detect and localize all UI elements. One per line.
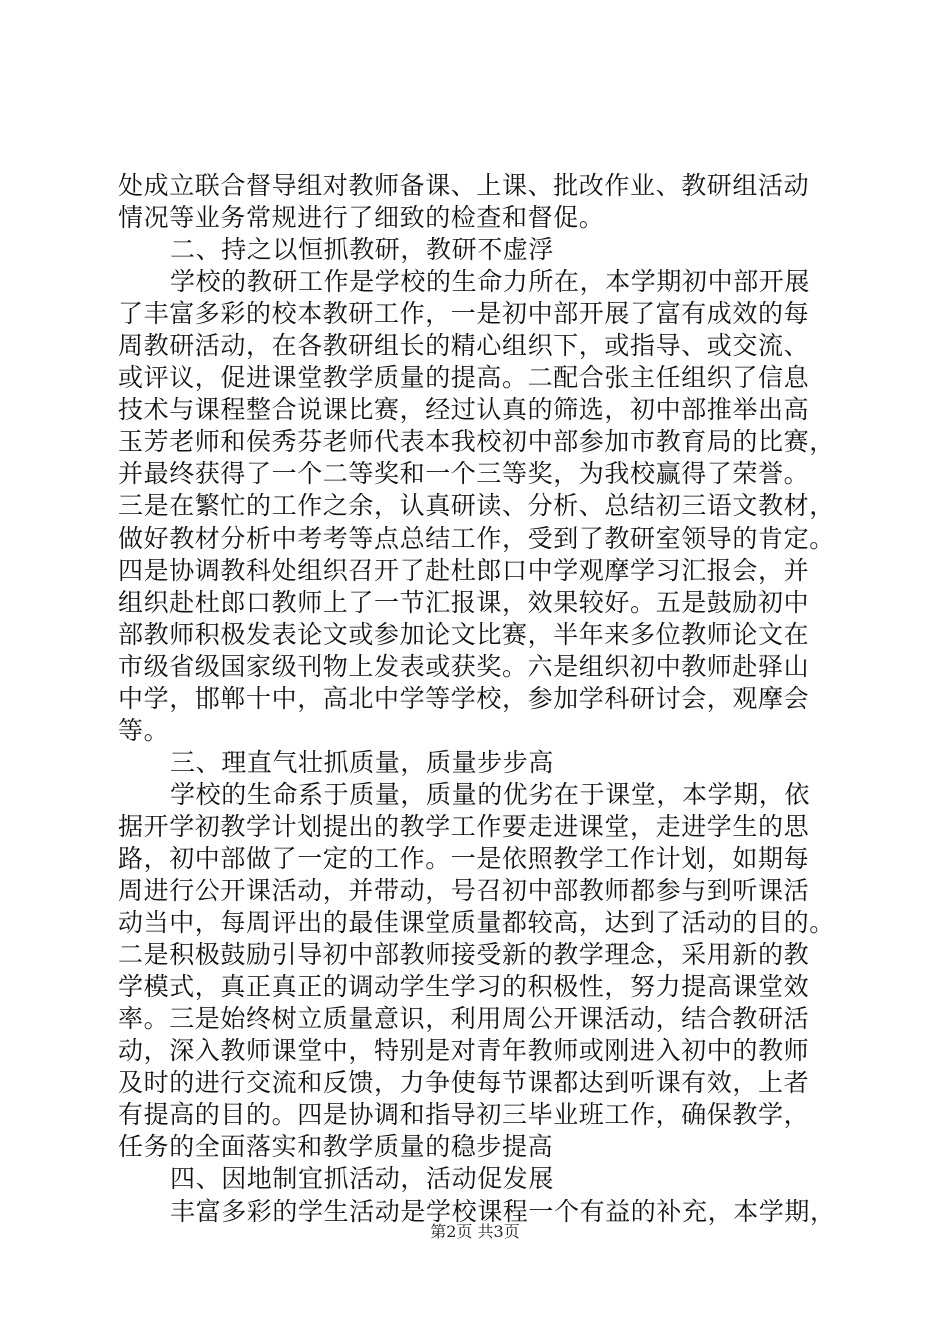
text-line: 据开学初教学计划提出的教学工作要走进课堂，走进学生的思: [118, 811, 810, 841]
text-line: 等。: [118, 715, 170, 745]
text-line: 任务的全面落实和教学质量的稳步提高: [118, 1132, 554, 1162]
text-line: 学校的生命系于质量，质量的优劣在于课堂，本学期，依: [170, 779, 811, 809]
text-line: 四、因地制宜抓活动，活动促发展: [170, 1164, 555, 1194]
text-line: 动当中，每周评出的最佳课堂质量都较高，达到了活动的目的。: [118, 908, 835, 938]
text-line: 部教师积极发表论文或参加论文比赛，半年来多位教师论文在: [118, 619, 810, 649]
text-line: 周进行公开课活动，并带动，号召初中部教师都参与到听课活: [118, 876, 810, 906]
text-line: 率。三是始终树立质量意识，利用周公开课活动，结合教研活: [118, 1004, 810, 1034]
text-line: 处成立联合督导组对教师备课、上课、批改作业、教研组活动: [118, 171, 810, 200]
text-line: 情况等业务常规进行了细致的检查和督促。: [118, 203, 605, 233]
page-footer: 第2页 共3页: [430, 1222, 520, 1241]
document-body: [118, 170, 836, 1228]
text-line: 及时的进行交流和反馈，力争使每节课都达到听课有效，上者: [118, 1068, 810, 1098]
text-line: 四是协调教科处组织召开了赴杜郎口中学观摩学习汇报会，并: [118, 555, 810, 585]
text-line: 技术与课程整合说课比赛，经过认真的筛选，初中部推举出高: [118, 395, 810, 425]
text-line: 动，深入教师课堂中，特别是对青年教师或刚进入初中的教师: [118, 1036, 810, 1066]
text-line: 玉芳老师和侯秀芬老师代表本我校初中部参加市教育局的比赛，: [118, 427, 835, 457]
text-line: 做好教材分析中考考等点总结工作，受到了教研室领导的肯定。: [118, 523, 835, 553]
text-line: 二、持之以恒抓教研，教研不虚浮: [170, 235, 555, 265]
text-line: 或评议，促进课堂教学质量的提高。二配合张主任组织了信息: [118, 363, 810, 393]
text-line: 学校的教研工作是学校的生命力所在，本学期初中部开展: [170, 267, 811, 297]
text-line: 二是积极鼓励引导初中部教师接受新的教学理念，采用新的教: [118, 940, 810, 970]
text-line: 并最终获得了一个二等奖和一个三等奖，为我校赢得了荣誉。: [118, 459, 810, 489]
text-line: 三、理直气壮抓质量，质量步步高: [170, 747, 555, 777]
text-line: 组织赴杜郎口教师上了一节汇报课，效果较好。五是鼓励初中: [118, 587, 810, 617]
text-line: 丰富多彩的学生活动是学校课程一个有益的补充，本学期，: [170, 1196, 836, 1226]
text-line: 路，初中部做了一定的工作。一是依照教学工作计划，如期每: [118, 843, 810, 873]
text-line: 市级省级国家级刊物上发表或获奖。六是组织初中教师赴驿山: [118, 651, 810, 681]
text-line: 了丰富多彩的校本教研工作，一是初中部开展了富有成效的每: [118, 299, 810, 329]
text-line: 周教研活动，在各教研组长的精心组织下，或指导、或交流、: [118, 331, 810, 361]
text-line: 三是在繁忙的工作之余，认真研读、分析、总结初三语文教材，: [118, 491, 835, 521]
text-line: 有提高的目的。四是协调和指导初三毕业班工作，确保教学，: [118, 1100, 810, 1130]
text-line: 中学，邯郸十中，高北中学等学校，参加学科研讨会，观摩会: [118, 683, 810, 713]
text-line: 学模式，真正真正的调动学生学习的积极性，努力提高课堂效: [118, 972, 810, 1002]
